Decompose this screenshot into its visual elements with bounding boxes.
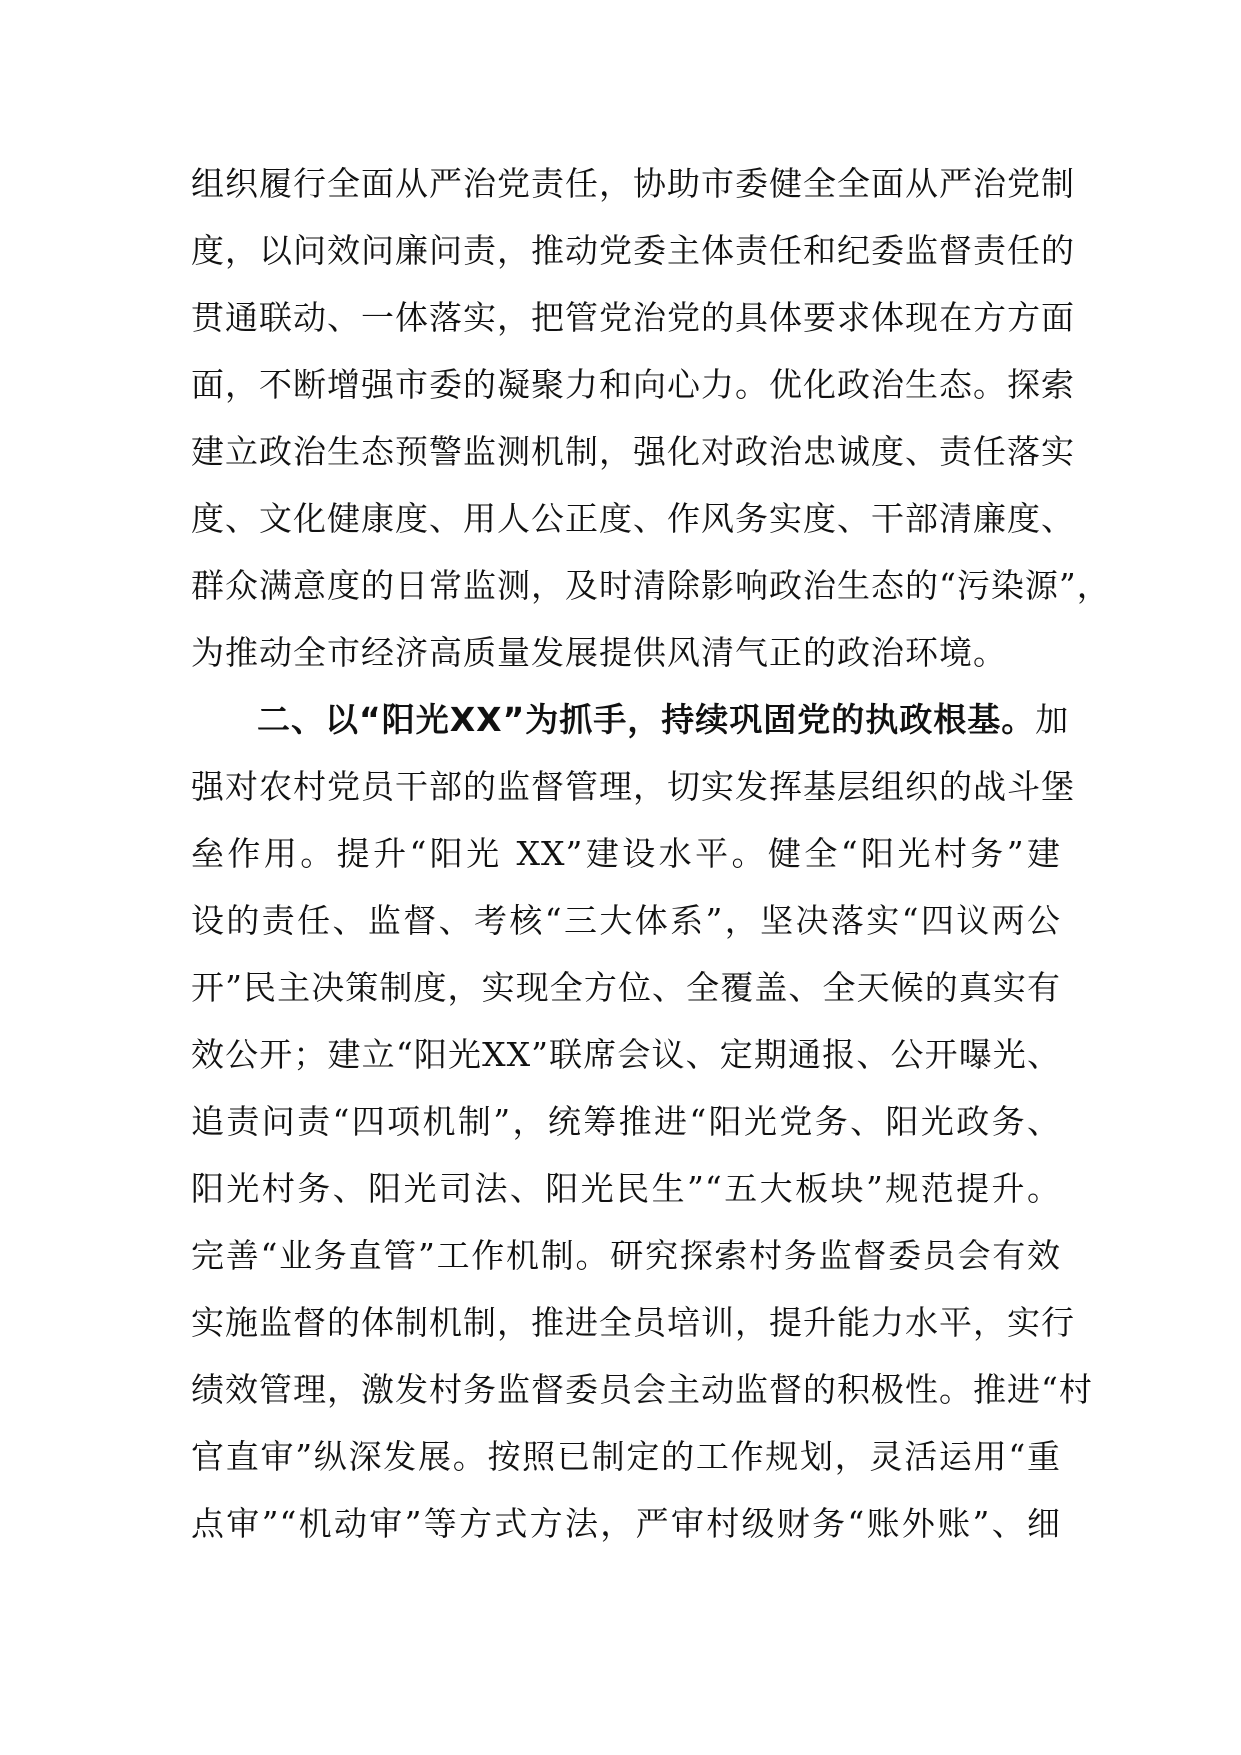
paragraph-line: 完善“业务直管”工作机制。研究探索村务监督委员会有效 — [191, 1236, 1061, 1275]
paragraph-line: 官直审”纵深发展。按照已制定的工作规划，灵活运用“重 — [191, 1437, 1061, 1476]
paragraph-line: 绩效管理，激发村务监督委员会主动监督的积极性。推进“村 — [191, 1370, 1093, 1409]
paragraph-line: 强对农村党员干部的监督管理，切实发挥基层组织的战斗堡 — [191, 767, 1075, 806]
paragraph-line: 贯通联动、一体落实，把管党治党的具体要求体现在方方面 — [191, 298, 1075, 337]
paragraph-line: 组织履行全面从严治党责任，协助市委健全全面从严治党制 — [191, 164, 1075, 203]
heading-line-continuation: 加 — [1035, 700, 1070, 739]
paragraph-line: 效公开；建立“阳光XX”联席会议、定期通报、公开曝光、 — [191, 1035, 1061, 1074]
paragraph-line: 设的责任、监督、考核“三大体系”，坚决落实“四议两公 — [191, 901, 1061, 940]
paragraph-line: 追责问责“四项机制”，统筹推进“阳光党务、阳光政务、 — [191, 1102, 1061, 1141]
paragraph-line: 度，以问效问廉问责，推动党委主体责任和纪委监督责任的 — [191, 231, 1075, 270]
paragraph-line: 度、文化健康度、用人公正度、作风务实度、干部清廉度、 — [191, 499, 1075, 538]
paragraph-line: 为推动全市经济高质量发展提供风清气正的政治环境。 — [191, 633, 1007, 672]
section-heading-line — [191, 686, 1070, 753]
paragraph-line: 面，不断增强市委的凝聚力和向心力。优化政治生态。探索 — [191, 365, 1075, 404]
paragraph-line: 群众满意度的日常监测，及时清除影响政治生态的“污染源”， — [191, 566, 1111, 605]
paragraph-line: 实施监督的体制机制，推进全员培训，提升能力水平，实行 — [191, 1303, 1075, 1342]
paragraph-line: 点审”“机动审”等方式方法，严审村级财务“账外账”、细 — [191, 1504, 1061, 1543]
paragraph-1 — [191, 150, 1111, 686]
paragraph-2 — [191, 686, 1093, 1557]
paragraph-line: 建立政治生态预警监测机制，强化对政治忠诚度、责任落实 — [191, 432, 1075, 471]
section-heading: 二、以“阳光XX”为抓手，持续巩固党的执政根基。 — [257, 700, 1036, 739]
paragraph-line: 垒作用。提升“阳光 XX”建设水平。健全“阳光村务”建 — [191, 834, 1061, 873]
paragraph-line: 开”民主决策制度，实现全方位、全覆盖、全天候的真实有 — [191, 968, 1061, 1007]
paragraph-line: 阳光村务、阳光司法、阳光民生”“五大板块”规范提升。 — [191, 1169, 1061, 1208]
